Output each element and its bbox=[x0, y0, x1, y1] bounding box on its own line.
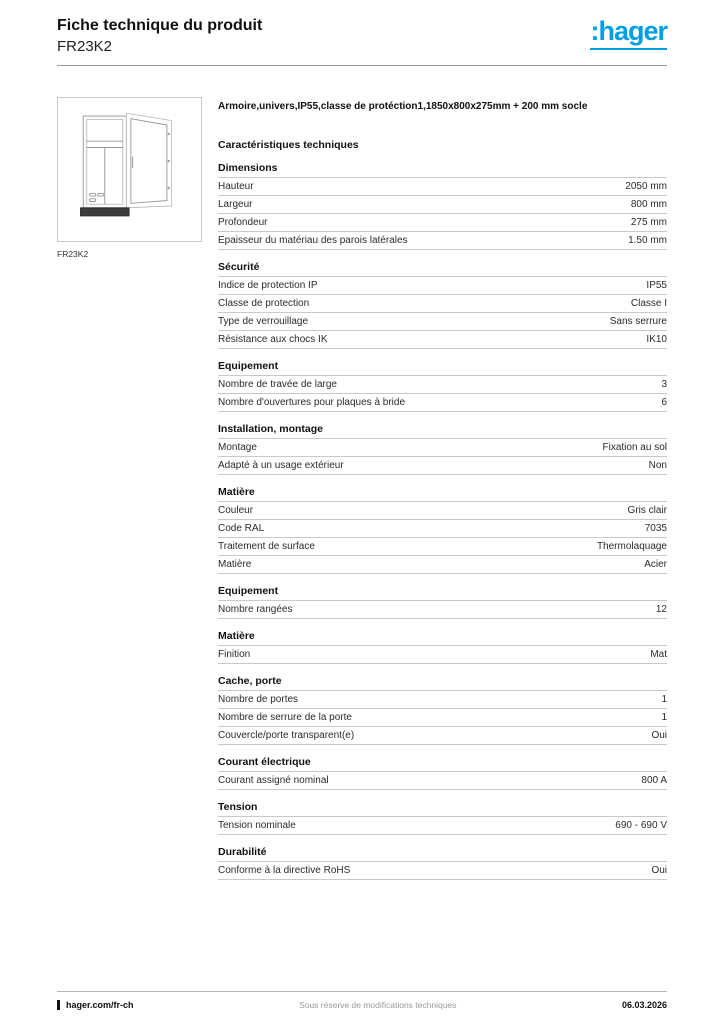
spec-value: 1 bbox=[661, 711, 667, 723]
spec-label: Résistance aux chocs IK bbox=[218, 333, 328, 345]
section-title: Durabilité bbox=[218, 846, 267, 858]
spec-section bbox=[218, 486, 667, 574]
spec-row bbox=[218, 537, 667, 555]
hager-logo-text: :hager bbox=[590, 16, 667, 46]
spec-section bbox=[218, 360, 667, 412]
footer-date: 06.03.2026 bbox=[621, 1000, 667, 1010]
spec-row bbox=[218, 276, 667, 294]
spec-value: Sans serrure bbox=[609, 315, 667, 327]
characteristics-title: Caractéristiques techniques bbox=[218, 139, 359, 151]
product-reference: FR23K2 bbox=[57, 38, 113, 55]
spec-value: IP55 bbox=[646, 279, 667, 291]
spec-row bbox=[218, 375, 667, 393]
spec-value: 800 mm bbox=[630, 198, 667, 210]
hager-logo bbox=[590, 18, 667, 50]
spec-label: Tension nominale bbox=[218, 819, 296, 831]
spec-row bbox=[218, 555, 667, 573]
spec-label: Nombre rangées bbox=[218, 603, 293, 615]
spec-value: Mat bbox=[650, 648, 667, 660]
spec-row bbox=[218, 771, 667, 789]
product-image-caption: FR23K2 bbox=[57, 249, 89, 259]
spec-sections bbox=[218, 162, 667, 880]
spec-row bbox=[218, 726, 667, 744]
section-title: Matière bbox=[218, 486, 255, 498]
footer-left bbox=[57, 1000, 134, 1010]
spec-value: Acier bbox=[644, 558, 667, 570]
page-title: Fiche technique du produit bbox=[57, 17, 263, 34]
section-title: Tension bbox=[218, 801, 258, 813]
product-image-column bbox=[57, 97, 218, 880]
spec-section bbox=[218, 423, 667, 475]
spec-section bbox=[218, 801, 667, 835]
spec-label: Finition bbox=[218, 648, 251, 660]
spec-row bbox=[218, 600, 667, 618]
spec-label: Nombre de travée de large bbox=[218, 378, 337, 390]
spec-label: Largeur bbox=[218, 198, 253, 210]
spec-value: 6 bbox=[661, 396, 667, 408]
spec-value: 1 bbox=[661, 693, 667, 705]
spec-label: Traitement de surface bbox=[218, 540, 315, 552]
header-titles bbox=[57, 16, 262, 55]
spec-value: Fixation au sol bbox=[602, 441, 667, 453]
section-title: Installation, montage bbox=[218, 423, 324, 435]
spec-row bbox=[218, 294, 667, 312]
spec-column bbox=[218, 97, 667, 880]
spec-row bbox=[218, 690, 667, 708]
spec-row bbox=[218, 816, 667, 834]
spec-row bbox=[218, 231, 667, 249]
spec-label: Indice de protection IP bbox=[218, 279, 318, 291]
spec-row bbox=[218, 195, 667, 213]
spec-value: Oui bbox=[651, 729, 667, 741]
section-title: Sécurité bbox=[218, 261, 260, 273]
product-description: Armoire,univers,IP55,classe de protéction1,1850x800x275mm + 200 mm socle bbox=[218, 101, 588, 112]
spec-value: Non bbox=[648, 459, 667, 471]
footer-website[interactable]: hager.com/fr-ch bbox=[66, 1000, 134, 1010]
spec-value: Gris clair bbox=[627, 504, 667, 516]
spec-label: Type de verrouillage bbox=[218, 315, 309, 327]
spec-row bbox=[218, 645, 667, 663]
footer-bar-icon bbox=[57, 1000, 60, 1010]
section-title: Matière bbox=[218, 630, 255, 642]
spec-row bbox=[218, 330, 667, 348]
spec-section bbox=[218, 162, 667, 250]
spec-row bbox=[218, 708, 667, 726]
spec-value: 690 - 690 V bbox=[615, 819, 667, 831]
spec-section bbox=[218, 756, 667, 790]
section-title: Cache, porte bbox=[218, 675, 282, 687]
spec-row bbox=[218, 312, 667, 330]
header bbox=[57, 16, 667, 66]
spec-label: Courant assigné nominal bbox=[218, 774, 329, 786]
spec-row bbox=[218, 393, 667, 411]
spec-value: Thermolaquage bbox=[596, 540, 667, 552]
spec-value: 275 mm bbox=[630, 216, 667, 228]
spec-label: Matière bbox=[218, 558, 252, 570]
spec-label: Couleur bbox=[218, 504, 254, 516]
footer bbox=[57, 991, 667, 1010]
spec-row bbox=[218, 861, 667, 879]
main-content bbox=[57, 97, 667, 880]
spec-row bbox=[218, 213, 667, 231]
spec-value: 1.50 mm bbox=[628, 234, 667, 246]
spec-row bbox=[218, 519, 667, 537]
spec-label: Profondeur bbox=[218, 216, 268, 228]
spec-section bbox=[218, 585, 667, 619]
spec-section bbox=[218, 261, 667, 349]
spec-row bbox=[218, 177, 667, 195]
spec-value: 7035 bbox=[644, 522, 667, 534]
spec-row bbox=[218, 456, 667, 474]
spec-label: Adapté à un usage extérieur bbox=[218, 459, 344, 471]
spec-value: 3 bbox=[661, 378, 667, 390]
cabinet-drawing-icon bbox=[67, 104, 193, 236]
spec-value: 12 bbox=[655, 603, 667, 615]
spec-section bbox=[218, 675, 667, 745]
spec-label: Conforme à la directive RoHS bbox=[218, 864, 351, 876]
spec-label: Montage bbox=[218, 441, 257, 453]
spec-label: Code RAL bbox=[218, 522, 265, 534]
spec-label: Couvercle/porte transparent(e) bbox=[218, 729, 355, 741]
spec-label: Nombre d'ouvertures pour plaques à bride bbox=[218, 396, 406, 408]
spec-section bbox=[218, 846, 667, 880]
section-title: Equipement bbox=[218, 585, 279, 597]
spec-value: IK10 bbox=[646, 333, 667, 345]
spec-section bbox=[218, 630, 667, 664]
spec-value: Classe I bbox=[630, 297, 667, 309]
spec-value: 2050 mm bbox=[625, 180, 667, 192]
spec-label: Nombre de serrure de la porte bbox=[218, 711, 352, 723]
footer-disclaimer: Sous réserve de modifications techniques bbox=[299, 1000, 457, 1010]
spec-value: 800 A bbox=[641, 774, 667, 786]
section-title: Dimensions bbox=[218, 162, 278, 174]
spec-label: Hauteur bbox=[218, 180, 254, 192]
spec-label: Classe de protection bbox=[218, 297, 310, 309]
spec-label: Nombre de portes bbox=[218, 693, 299, 705]
spec-label: Epaisseur du matériau des parois latérales bbox=[218, 234, 408, 246]
spec-value: Oui bbox=[651, 864, 667, 876]
section-title: Equipement bbox=[218, 360, 279, 372]
spec-row bbox=[218, 501, 667, 519]
section-title: Courant électrique bbox=[218, 756, 311, 768]
product-image bbox=[57, 97, 202, 242]
spec-row bbox=[218, 438, 667, 456]
